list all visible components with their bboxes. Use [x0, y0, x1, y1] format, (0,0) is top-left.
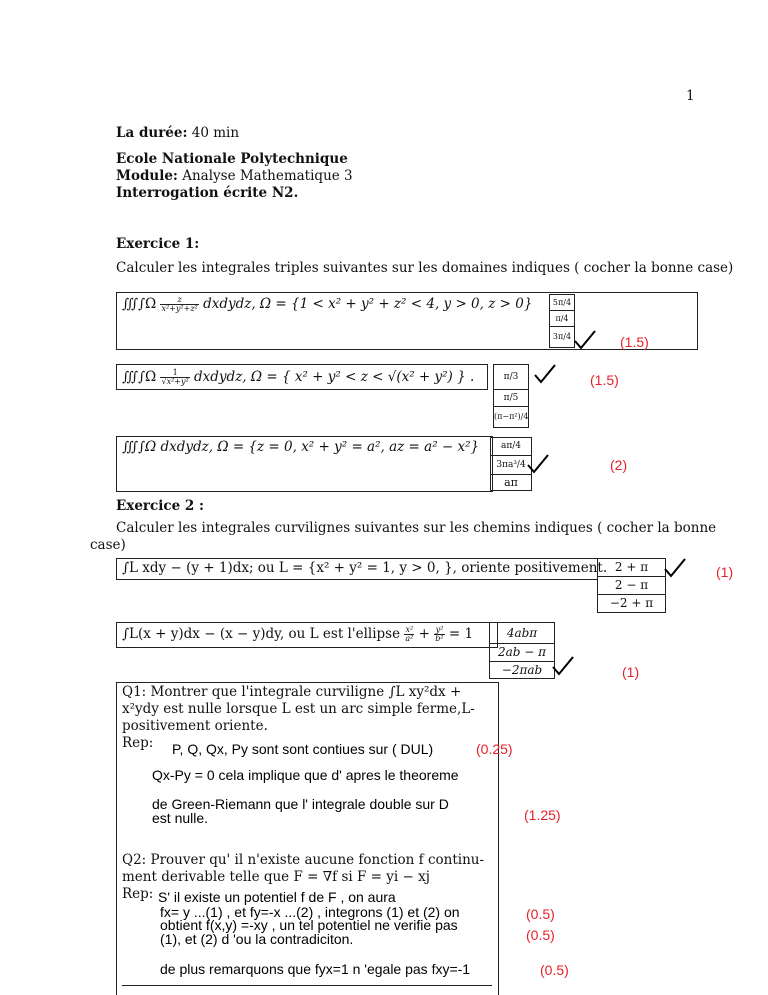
ex1-q2-option-2[interactable]: π/5: [493, 389, 529, 407]
ex1-q1-domain: dxdydz, Ω = {1 < x² + y² + z² < 4, y > 0, z > 0}: [203, 296, 533, 312]
page-number: 1: [686, 88, 695, 104]
ex1-q1-option-1[interactable]: 5π/4: [549, 294, 575, 311]
ex1-q1-option-3[interactable]: 3π/4: [549, 326, 575, 348]
q2-answer-3: obtient f(x,y) =-xy , un tel potentiel ne verifie pas: [160, 917, 458, 933]
exercise-2-instruction-2: case): [90, 537, 126, 553]
ex2-q2-score: (1): [622, 664, 640, 680]
q1-answer-1: P, Q, Qx, Py sont sont contiues sur ( DUL): [172, 741, 434, 757]
q1-line-1: Q1: Montrer que l'integrale curviligne ∫L xy²dx +: [122, 684, 462, 700]
ex1-q1-score: (1.5): [620, 334, 649, 350]
q1-line-2: x²ydy est nulle lorsque L est un arc simple ferme,L-: [122, 701, 475, 717]
ex2-q2-tail: = 1: [448, 626, 474, 642]
ex1-q2-score: (1.5): [590, 372, 619, 388]
ex1-q3-option-2[interactable]: 3πa³/4: [490, 455, 532, 475]
q2-score-2: (0.5): [526, 927, 555, 943]
ex1-q1-option-2[interactable]: π/4: [549, 310, 575, 327]
q1-rep-label: Rep:: [122, 735, 154, 751]
ex2-q1-score: (1): [716, 564, 734, 580]
ex1-q3-question: ∭∫Ω dxdydz, Ω = {z = 0, x² + y² = a², az = a² − x²}: [122, 439, 480, 455]
ex2-q1-option-1[interactable]: 2 + π: [597, 558, 666, 577]
q1-score-2: (1.25): [524, 807, 561, 823]
ex1-q2-option-3[interactable]: (π−π²)/4: [493, 406, 529, 428]
ex1-q2-domain: dxdydz, Ω = { x² + y² < z < √(x² + y²) } .: [194, 369, 475, 385]
ex1-q3-option-1[interactable]: aπ/4: [490, 437, 532, 456]
checkmark-icon: [574, 330, 596, 350]
ex2-q2-option-2[interactable]: 2ab − π: [489, 643, 555, 662]
checkmark-icon: [527, 454, 549, 474]
module-label: Module:: [116, 168, 178, 184]
q1-answer-2: Qx-Py = 0 cela implique que d' apres le theoreme: [152, 767, 459, 783]
ex1-q2-integral-sign: ∭∫Ω: [122, 369, 157, 385]
exercise-1-title: Exercice 1:: [116, 236, 200, 252]
duration-value: 40 min: [191, 125, 240, 141]
exercise-1-instruction: Calculer les integrales triples suivantes sur les domaines indiques ( cocher la bonne case): [116, 260, 734, 276]
ex2-q1-question: ∫L xdy − (y + 1)dx; ou L = {x² + y² = 1, y > 0, }, oriente positivement.: [122, 560, 608, 576]
ex2-q2-option-3[interactable]: −2πab: [489, 661, 555, 679]
q1-answer-3: de Green-Riemann que l' integrale double sur D: [152, 796, 449, 812]
ex1-q1-question: ∭∫Ω $\frac{z}{\text{x²+y²+z²}}$ dxdydz, Ω = {1 < x² + y² + z² < 4, y > 0, z > 0}: [122, 295, 533, 313]
exam-title: Interrogation écrite N2.: [116, 185, 299, 201]
checkmark-icon: [664, 558, 686, 578]
duration-label: La durée:: [116, 125, 188, 141]
ex1-q2-option-1[interactable]: π/3: [493, 364, 529, 390]
checkmark-icon: [552, 656, 574, 676]
divider: [122, 985, 492, 986]
ex1-q3-score: (2): [610, 457, 628, 473]
ex2-q2-text: ∫L(x + y)dx − (x − y)dy, ou L est l'ellipse: [122, 626, 401, 642]
exercise-2-instruction-1: Calculer les integrales curvilignes suivantes sur les chemins indiques ( cocher la bonne: [116, 520, 717, 536]
checkmark-icon: [534, 364, 556, 384]
q2-answer-5: de plus remarquons que fyx=1 n 'egale pas fxy=-1: [160, 961, 471, 977]
duration-line: [116, 125, 239, 142]
module-value: Analyse Mathematique 3: [182, 168, 353, 184]
q2-answer-1: S' il existe un potentiel f de F , on aura: [158, 889, 396, 905]
q1-line-3: positivement oriente.: [122, 718, 268, 734]
ex2-q2-question: ∫L(x + y)dx − (x − y)dy, ou L est l'ellipse $\frac{\text{x²}}{\text{a²}}$ + $\frac{\text{y²}}{\text{b²}}$ = 1: [122, 625, 474, 643]
q2-line-1: Q2: Prouver qu' il n'existe aucune fonction f continu-: [122, 852, 485, 868]
module-line: [116, 168, 353, 185]
q2-answer-4: (1), et (2) d 'ou la contradiciton.: [160, 931, 354, 947]
ex2-q1-option-2[interactable]: 2 − π: [597, 576, 666, 595]
q1-score-1: (0.25): [476, 741, 513, 757]
ex1-q2-question: ∭∫Ω $\frac{1}{\text{√x²+y²}}$ dxdydz, Ω = { x² + y² < z < √(x² + y²) } .: [122, 368, 475, 386]
q2-line-2: ment derivable telle que F = ∇f si F = yi − xj: [122, 869, 430, 885]
exercise-2-title: Exercice 2 :: [116, 498, 204, 514]
ex1-q3-option-3[interactable]: aπ: [490, 474, 532, 491]
q1-answer-4: est nulle.: [152, 810, 209, 826]
school-name: Ecole Nationale Polytechnique: [116, 151, 348, 167]
ex2-q1-option-3[interactable]: −2 + π: [597, 594, 666, 613]
q2-rep-label: Rep:: [122, 886, 154, 902]
ex1-q1-integral-sign: ∭∫Ω: [122, 296, 157, 312]
q2-answer-2: fx= y ...(1) , et fy=-x ...(2) , integrons (1) et (2) on: [160, 904, 460, 920]
q2-score-1: (0.5): [526, 906, 555, 922]
ex2-q2-option-1[interactable]: 4abπ: [489, 622, 555, 644]
q2-score-3: (0.5): [540, 962, 569, 978]
